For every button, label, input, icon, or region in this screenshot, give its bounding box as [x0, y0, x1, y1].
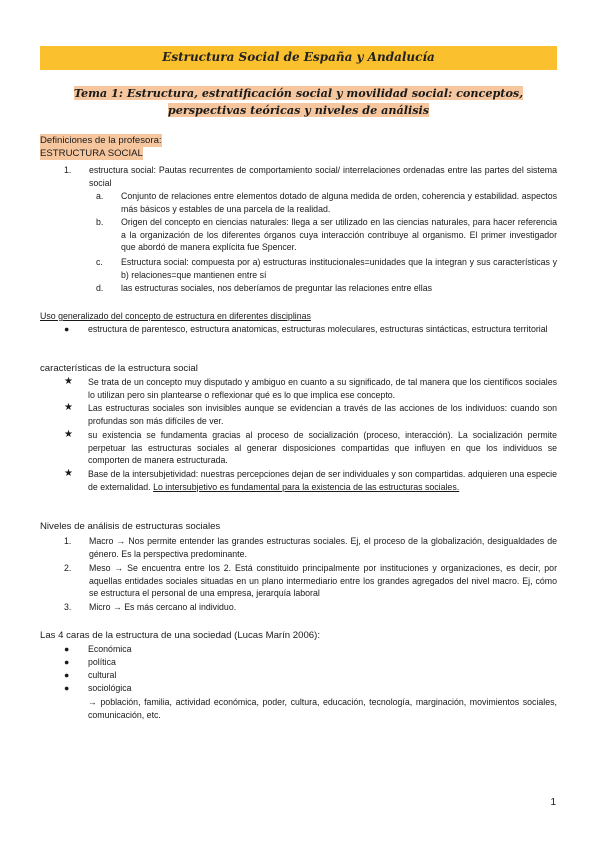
topic-heading — [40, 85, 557, 119]
page-number: 1 — [550, 797, 556, 808]
list-item: ● sociológica — [64, 683, 132, 693]
bullet-icon: ● — [64, 683, 70, 693]
list-item: ● Económica — [64, 644, 132, 654]
arrow-list-text: → población, familia, actividad económica, poder, cultura, educación, tecnología, marginación, movimientos sociales, comunicación, etc. — [88, 697, 557, 720]
bullet-icon: ● — [64, 657, 70, 667]
list-item: ★ Las estructuras sociales son invisibles aunque se evidencian a través de las acciones de los individuos: cuando son profundas son más difíciles de ver. — [64, 402, 557, 426]
list-item: 1. Macro → Nos permite entender las grandes estructuras sociales. Ej, el proceso de la globalización, desigualdades de género. Es la perspectiva predominante. — [64, 536, 557, 559]
sub-list-item: d. las estructuras sociales, nos deberíamos de preguntar las relaciones entre ellas — [96, 283, 432, 293]
document-title: Estructura Social de España y Andalucía — [162, 50, 435, 64]
uso-heading: Uso generalizado del concepto de estructura en diferentes disciplinas — [40, 311, 311, 321]
sub-list-item: b. Origen del concepto en ciencias naturales: llega a ser utilizado en las ciencias naturales, para hacer referencia a la organización de los diferentes órganos cuya interacción contribuye al organismo. El primer investigador que abordó de manera explícita fue Spencer. — [96, 217, 557, 253]
list-item: 2. Meso → Se encuentra entre los 2. Está constituido principalmente por instituciones y organizaciones, es decir, por aquellas entidades sociales situadas en un plano intermediario entre los grandes agregados del nivel macro. Ej, cómo se estructura el personal de una empresa, jerarquía laboral — [64, 563, 557, 599]
bullet-icon: ● — [64, 644, 70, 654]
list-item: ● política — [64, 657, 116, 667]
bullet-icon: ● — [64, 670, 70, 680]
sub-list-item: c. Estructura social: compuesta por a) estructuras institucionales=unidades que la integran y sus características y b) relaciones=que mantienen entre sí — [96, 257, 557, 280]
bullet-icon: ● — [64, 324, 70, 334]
niveles-heading: Niveles de análisis de estructuras sociales — [40, 521, 221, 532]
star-icon: ★ — [64, 376, 73, 387]
title-banner — [40, 46, 557, 70]
caracteristicas-heading: características de la estructura social — [40, 363, 198, 374]
definitions-label: Definiciones de la profesora: — [40, 135, 162, 146]
list-item: 1. estructura social: Pautas recurrentes de comportamiento social/ interrelaciones ordenadas entre las partes del sistema social — [64, 165, 557, 188]
list-item: ● cultural — [64, 670, 117, 680]
estructura-social-label: ESTRUCTURA SOCIAL — [40, 148, 143, 159]
underlined-statement: Lo intersubjetivo es fundamental para la existencia de las estructuras sociales. — [153, 481, 460, 492]
caras-heading: Las 4 caras de la estructura de una sociedad (Lucas Marín 2006): — [40, 630, 320, 641]
list-item: ★ Base de la intersubjetividad: nuestras percepciones dejan de ser individuales y son compartidas. adquieren una especie de externalidad. Lo intersubjetivo es fundamental para la existencia de las estructuras sociales. — [64, 468, 557, 492]
star-icon: ★ — [64, 429, 73, 440]
star-icon: ★ — [64, 468, 73, 479]
list-item: 3. Micro → Es más cercano al individuo. — [64, 602, 237, 612]
topic-heading-text: Tema 1: Estructura, estratificación social y movilidad social: conceptos, perspectivas teóricas y niveles de análisis — [73, 86, 524, 117]
list-item: ★ su existencia se fundamenta gracias al proceso de socialización (proceso, interacción). La socialización permite perpetuar las estructuras sociales al generar disposiciones compartidas que influyen en que los individuos se comporten de manera estructurada. — [64, 429, 557, 466]
star-icon: ★ — [64, 402, 73, 413]
list-item: ● estructura de parentesco, estructura anatomicas, estructuras moleculares, estructuras sintácticas, estructura territorial — [64, 324, 548, 334]
sub-list-item: a. Conjunto de relaciones entre elementos dotado de alguna medida de orden, coherencia y estabilidad. aspectos más básicos y estables de una parcela de la realidad. — [96, 191, 557, 214]
list-item: ★ Se trata de un concepto muy disputado y ambiguo en cuanto a su significado, de tal manera que los científicos sociales lo utilizan pero sin plantearse o reflexionar qué es lo que implica ese concepto. — [64, 376, 557, 400]
